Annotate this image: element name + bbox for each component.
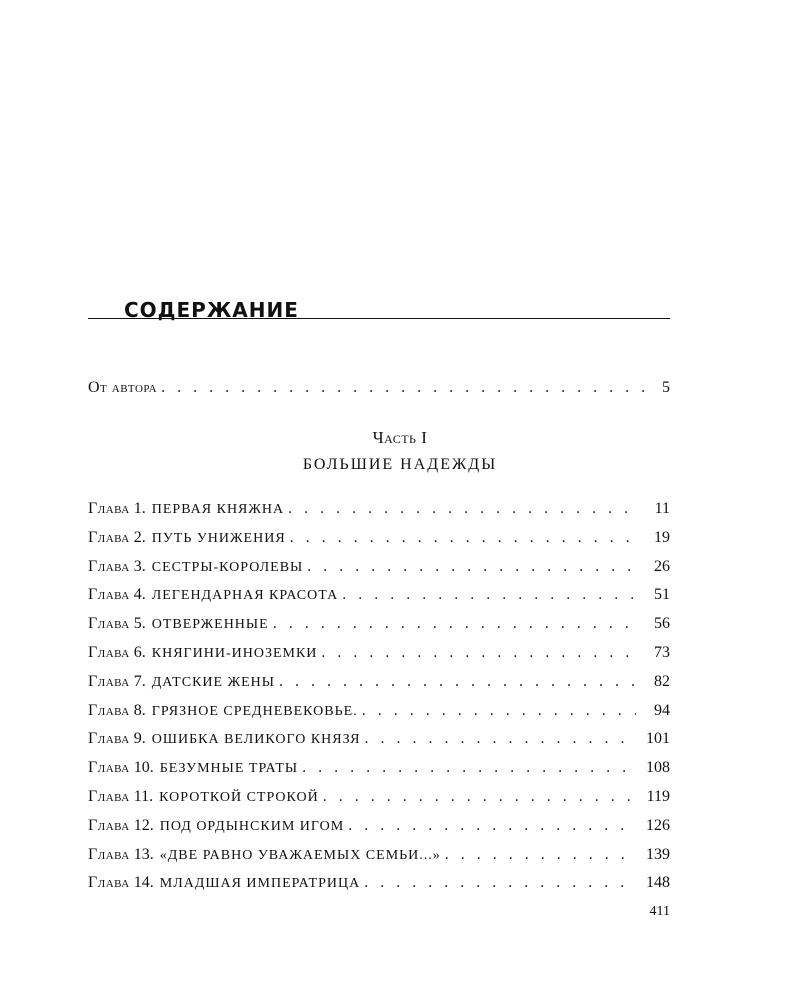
chapter-page: 119 [646, 788, 670, 805]
chapter-number: 4. [133, 586, 146, 604]
toc-entry-chapter[interactable] [88, 643, 670, 664]
chapter-number: 10. [133, 759, 154, 777]
chapter-page: 56 [654, 615, 670, 633]
chapter-page: 19 [654, 528, 670, 546]
chapter-word: Глава [88, 528, 130, 546]
chapter-number: 5. [133, 615, 146, 633]
intro-page: 5 [662, 379, 670, 396]
chapter-title: ПОД ОРДЫНСКИМ ИГОМ [159, 818, 345, 834]
chapter-page: 108 [646, 759, 670, 777]
chapter-number: 8. [133, 701, 146, 719]
chapter-word: Глава [88, 759, 130, 777]
chapter-title: КОРОТКОЙ СТРОКОЙ [159, 790, 319, 805]
dot-leader [288, 499, 636, 519]
dot-leader [364, 873, 636, 893]
toc-entry-chapter[interactable] [88, 758, 670, 779]
chapter-title: ДАТСКИЕ ЖЕНЫ [151, 674, 275, 690]
chapter-number: 7. [133, 672, 146, 690]
chapter-word: Глава [88, 874, 130, 892]
chapter-title: КНЯГИНИ-ИНОЗЕМКИ [151, 646, 318, 661]
page-title: СОДЕРЖАНИЕ [124, 298, 299, 322]
toc-entry-chapter[interactable] [88, 614, 670, 635]
chapter-page: 11 [654, 500, 670, 517]
chapter-number: 9. [133, 730, 146, 748]
toc-entry-chapter[interactable] [88, 557, 670, 578]
dot-leader [342, 585, 636, 605]
dot-leader [161, 378, 656, 398]
chapter-word: Глава [88, 730, 130, 748]
chapter-number: 1. [133, 500, 146, 517]
dot-leader [321, 643, 636, 663]
dot-leader [290, 528, 636, 548]
chapter-number: 11. [133, 788, 154, 805]
toc-entry-chapter[interactable] [88, 528, 670, 549]
chapter-title: «ДВЕ РАВНО УВАЖАЕМЫХ СЕМЬИ...» [159, 847, 441, 863]
chapter-word: Глава [88, 672, 130, 690]
toc-entry-chapter[interactable] [88, 729, 670, 750]
chapter-page: 94 [654, 701, 670, 719]
chapter-word: Глава [88, 701, 130, 719]
chapter-word: Глава [88, 788, 130, 805]
chapter-page: 51 [654, 586, 670, 604]
chapter-word: Глава [88, 500, 130, 517]
part-title: БОЛЬШИЕ НАДЕЖДЫ [302, 456, 498, 473]
chapter-title: ЛЕГЕНДАРНАЯ КРАСОТА [151, 588, 339, 604]
chapter-title: ОШИБКА ВЕЛИКОГО КНЯЗЯ [151, 732, 361, 748]
title-rule [88, 318, 670, 319]
chapter-page: 73 [654, 644, 670, 661]
toc-entry-chapter[interactable] [88, 816, 670, 837]
part-label: Часть I [372, 428, 428, 447]
chapter-page: 101 [646, 730, 670, 748]
chapter-title: БЕЗУМНЫЕ ТРАТЫ [159, 761, 299, 777]
chapter-number: 12. [133, 816, 154, 834]
chapter-number: 6. [133, 644, 146, 661]
dot-leader [348, 816, 636, 836]
chapter-page: 148 [646, 874, 670, 892]
chapter-word: Глава [88, 586, 130, 604]
page-number: 411 [649, 904, 670, 919]
chapter-word: Глава [88, 557, 130, 575]
chapter-page: 26 [654, 557, 670, 575]
dot-leader [307, 557, 636, 577]
toc-entry-chapter[interactable] [88, 499, 670, 520]
toc-entry-chapter[interactable] [88, 672, 670, 693]
chapter-title: ПУТЬ УНИЖЕНИЯ [151, 530, 286, 546]
chapter-title: СЕСТРЫ-КОРОЛЕВЫ [151, 559, 304, 575]
toc-entry-chapter[interactable] [88, 585, 670, 606]
intro-label: От автора [88, 379, 158, 396]
dot-leader [323, 787, 636, 807]
chapter-page: 139 [646, 845, 670, 863]
dot-leader [362, 701, 636, 721]
chapter-number: 13. [133, 845, 154, 863]
chapter-title: ГРЯЗНОЕ СРЕДНЕВЕКОВЬЕ. [151, 703, 358, 719]
dot-leader [445, 845, 636, 865]
chapter-title: МЛАДШАЯ ИМПЕРАТРИЦА [159, 876, 361, 892]
dot-leader [302, 758, 636, 778]
toc-entry-chapter[interactable] [88, 701, 670, 722]
chapter-page: 126 [646, 816, 670, 834]
chapter-word: Глава [88, 816, 130, 834]
chapter-word: Глава [88, 615, 130, 633]
dot-leader [279, 672, 636, 692]
chapter-number: 14. [133, 874, 154, 892]
chapter-title: ОТВЕРЖЕННЫЕ [151, 617, 269, 633]
toc-entry-chapter[interactable] [88, 873, 670, 894]
toc-entry-intro[interactable] [88, 378, 670, 398]
chapter-title: ПЕРВАЯ КНЯЖНА [151, 502, 285, 517]
toc-entry-chapter[interactable] [88, 787, 670, 808]
toc-entry-chapter[interactable] [88, 845, 670, 866]
chapter-page: 82 [654, 672, 670, 690]
chapter-number: 3. [133, 557, 146, 575]
chapter-word: Глава [88, 845, 130, 863]
dot-leader [364, 729, 636, 749]
dot-leader [273, 614, 636, 634]
chapter-word: Глава [88, 644, 130, 661]
chapter-number: 2. [133, 528, 146, 546]
